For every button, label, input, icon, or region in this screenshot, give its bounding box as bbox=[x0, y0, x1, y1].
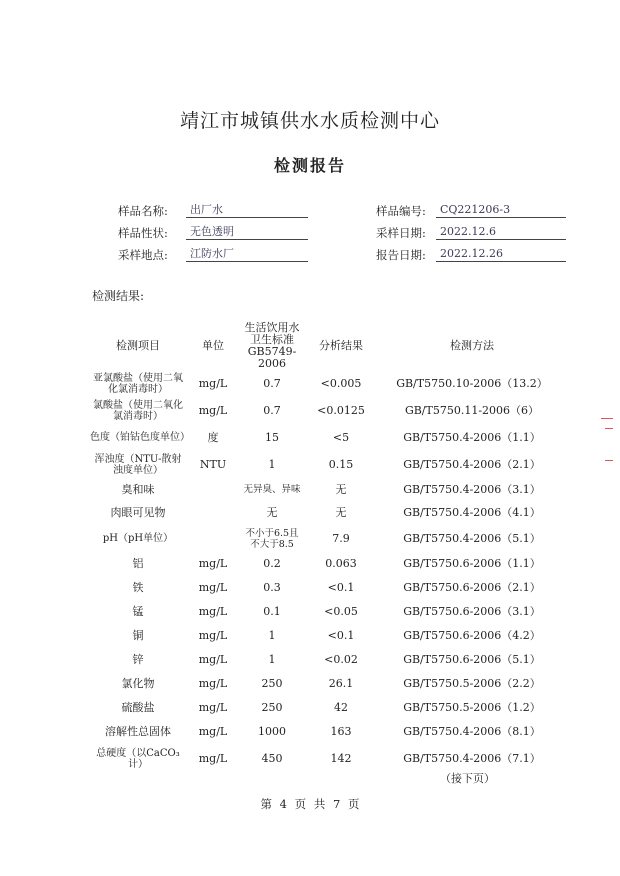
stamp-edge-mark bbox=[605, 428, 613, 429]
table-row bbox=[86, 501, 570, 525]
row-unit: 度 bbox=[207, 430, 219, 444]
row-unit: mg/L bbox=[198, 629, 228, 642]
table-row bbox=[86, 720, 570, 744]
row-item: 浑浊度（NTU-散射浊度单位） bbox=[94, 453, 182, 476]
row-item: 肉眼可见物 bbox=[110, 506, 166, 519]
row-result: 163 bbox=[330, 725, 352, 738]
row-result: 7.9 bbox=[332, 531, 350, 545]
row-result: <0.005 bbox=[320, 376, 362, 390]
stamp-edge-mark bbox=[605, 460, 613, 461]
row-result: <5 bbox=[332, 430, 350, 444]
row-standard: 1000 bbox=[258, 725, 286, 738]
row-result: 0.063 bbox=[325, 557, 357, 570]
row-standard: 无 bbox=[266, 506, 278, 519]
sampling-place-label: 采样地点: bbox=[118, 248, 168, 262]
table-row bbox=[86, 451, 570, 478]
row-standard: 无异臭、异味 bbox=[243, 484, 301, 495]
row-unit: mg/L bbox=[198, 751, 228, 765]
table-row bbox=[86, 370, 570, 397]
table-row bbox=[86, 696, 570, 720]
row-method: GB/T5750.6-2006（3.1） bbox=[403, 605, 541, 618]
row-method: GB/T5750.11-2006（6） bbox=[404, 403, 540, 417]
row-result: <0.0125 bbox=[317, 403, 365, 417]
row-result: <0.02 bbox=[324, 653, 358, 666]
row-item: pH（pH单位） bbox=[102, 533, 174, 544]
row-method: GB/T5750.5-2006（2.2） bbox=[403, 677, 541, 690]
row-item: 铁 bbox=[132, 581, 144, 594]
row-result: 无 bbox=[335, 506, 347, 519]
row-unit: mg/L bbox=[198, 725, 228, 738]
row-item: 铝 bbox=[132, 557, 144, 570]
row-unit bbox=[190, 525, 236, 552]
row-standard: 1 bbox=[268, 457, 276, 471]
row-result: 26.1 bbox=[328, 677, 354, 690]
results-table bbox=[86, 322, 570, 773]
sample-nature-label: 样品性状: bbox=[118, 226, 168, 240]
row-unit: NTU bbox=[199, 457, 227, 471]
row-unit bbox=[190, 478, 236, 501]
row-item: 亚氯酸盐（使用二氧化氯消毒时） bbox=[93, 372, 183, 395]
table-row bbox=[86, 552, 570, 576]
row-result: <0.1 bbox=[327, 581, 355, 594]
sampling-date-label: 采样日期: bbox=[376, 226, 426, 240]
row-item: 锰 bbox=[132, 605, 144, 618]
sample-no-label: 样品编号: bbox=[376, 204, 426, 218]
sample-name-label: 样品名称: bbox=[118, 204, 168, 218]
row-standard: 1 bbox=[268, 653, 276, 666]
row-standard: 不小于6.5且不大于8.5 bbox=[245, 527, 299, 550]
row-item: 氯化物 bbox=[121, 677, 155, 690]
row-method: GB/T5750.10-2006（13.2） bbox=[396, 376, 548, 390]
row-unit: mg/L bbox=[198, 581, 228, 594]
row-method: GB/T5750.6-2006（1.1） bbox=[403, 557, 541, 570]
row-item: 溶解性总固体 bbox=[105, 725, 171, 738]
row-unit: mg/L bbox=[198, 376, 228, 390]
row-standard: 0.7 bbox=[263, 376, 281, 390]
row-item: 氯酸盐（使用二氧化氯消毒时） bbox=[93, 399, 183, 422]
page-number: 第 4 页 共 7 页 bbox=[260, 797, 360, 811]
row-method: GB/T5750.4-2006（1.1） bbox=[403, 430, 541, 444]
sampling-date-value: 2022.12.6 bbox=[436, 224, 566, 240]
report-date-value: 2022.12.26 bbox=[436, 246, 566, 262]
table-row bbox=[86, 424, 570, 451]
row-standard: 250 bbox=[261, 701, 283, 714]
row-standard: 250 bbox=[261, 677, 283, 690]
row-standard: 0.2 bbox=[263, 557, 281, 570]
row-standard: 0.3 bbox=[263, 581, 281, 594]
table-row bbox=[86, 744, 570, 773]
row-standard: 1 bbox=[268, 629, 276, 642]
table-row bbox=[86, 648, 570, 672]
row-standard: 450 bbox=[261, 751, 283, 765]
sampling-place-value: 江防水厂 bbox=[186, 246, 308, 262]
row-item: 锌 bbox=[132, 653, 144, 666]
row-result: <0.1 bbox=[327, 629, 355, 642]
header-standard: 生活饮用水卫生标准GB5749-2006 bbox=[244, 321, 300, 370]
row-standard: 0.7 bbox=[263, 403, 281, 417]
row-method: GB/T5750.4-2006（5.1） bbox=[403, 531, 541, 545]
row-method: GB/T5750.4-2006（2.1） bbox=[403, 457, 541, 471]
row-standard: 0.1 bbox=[263, 605, 281, 618]
table-row bbox=[86, 672, 570, 696]
row-method: GB/T5750.4-2006（4.1） bbox=[403, 506, 541, 519]
row-method: GB/T5750.6-2006（5.1） bbox=[403, 653, 541, 666]
sample-no-value: CQ221206-3 bbox=[436, 202, 566, 218]
row-unit: mg/L bbox=[198, 653, 228, 666]
report-title: 检测报告 bbox=[273, 156, 346, 175]
table-row bbox=[86, 525, 570, 552]
table-row bbox=[86, 576, 570, 600]
row-item: 色度（铂钴色度单位） bbox=[90, 432, 190, 443]
results-section-label: 检测结果: bbox=[92, 289, 145, 303]
header-method: 检测方法 bbox=[450, 339, 494, 352]
report-date-label: 报告日期: bbox=[376, 248, 426, 262]
header-result: 分析结果 bbox=[319, 339, 363, 352]
row-result: 无 bbox=[335, 482, 347, 496]
row-method: GB/T5750.4-2006（8.1） bbox=[403, 725, 541, 738]
row-method: GB/T5750.4-2006（3.1） bbox=[403, 482, 541, 496]
sample-name-value: 出厂水 bbox=[186, 202, 308, 218]
header-item: 检测项目 bbox=[116, 339, 160, 352]
row-result: <0.05 bbox=[324, 605, 358, 618]
row-unit: mg/L bbox=[198, 701, 228, 714]
table-row bbox=[86, 478, 570, 501]
row-result: 42 bbox=[334, 701, 348, 714]
table-row bbox=[86, 600, 570, 624]
row-method: GB/T5750.6-2006（4.2） bbox=[403, 629, 541, 642]
row-unit: mg/L bbox=[198, 605, 228, 618]
table-row bbox=[86, 624, 570, 648]
row-unit: mg/L bbox=[198, 403, 228, 417]
row-result: 142 bbox=[330, 751, 352, 765]
row-unit: mg/L bbox=[198, 557, 228, 570]
row-item: 硫酸盐 bbox=[121, 701, 155, 714]
row-item: 总硬度（以CaCO₃计） bbox=[96, 747, 180, 770]
table-header-row bbox=[86, 322, 570, 370]
sample-nature-value: 无色透明 bbox=[186, 224, 308, 240]
row-item: 臭和味 bbox=[121, 482, 155, 496]
organization-title: 靖江市城镇供水水质检测中心 bbox=[179, 110, 440, 132]
row-method: GB/T5750.4-2006（7.1） bbox=[403, 751, 541, 765]
row-unit bbox=[190, 501, 236, 525]
table-row bbox=[86, 397, 570, 424]
row-item: 铜 bbox=[132, 629, 144, 642]
header-unit: 单位 bbox=[202, 339, 224, 352]
row-standard: 15 bbox=[265, 430, 279, 444]
row-unit: mg/L bbox=[198, 677, 228, 690]
row-result: 0.15 bbox=[328, 457, 354, 471]
row-method: GB/T5750.5-2006（1.2） bbox=[403, 701, 541, 714]
continued-note: （接下页） bbox=[440, 772, 495, 785]
row-method: GB/T5750.6-2006（2.1） bbox=[403, 581, 541, 594]
stamp-edge-mark bbox=[601, 418, 613, 419]
